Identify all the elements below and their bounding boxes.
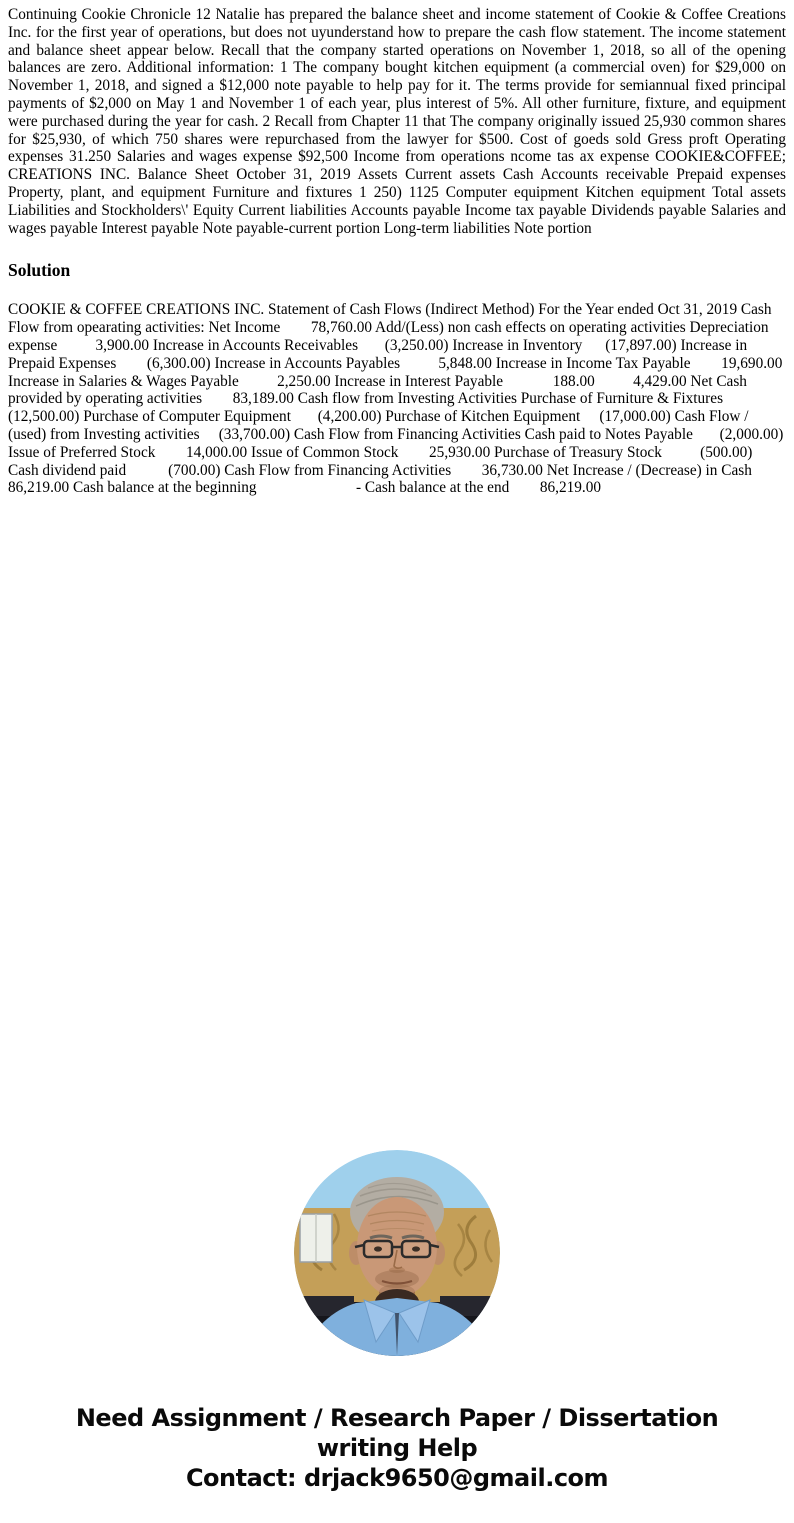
document-page [0,0,794,497]
tutor-avatar [294,1150,500,1356]
footer-contact-email: Contact: drjack9650@gmail.com [185,1464,609,1492]
solution-heading: Solution [8,260,71,281]
footer-help-line-1: Need Assignment / Research Paper / Dissertation [75,1404,719,1432]
avatar-eye [412,1246,420,1251]
tutor-headshot-illustration [294,1150,500,1356]
footer-help-line-2: writing Help [316,1434,478,1462]
question-text: Continuing Cookie Chronicle 12 Natalie has prepared the balance sheet and income statement of Cookie & Coffee Creations Inc. for the first year of operations, but does not uyunderstand how to prepare the cash flow statement. The income statement and balance sheet appear below. Recall that the company started operations on November 1, 2018, so all of the opening balances are zero. Additional information: 1 The company bought kitchen equipment (a commercial oven) for $29,000 on November 1, 2018, and signed a $12,000 note payable to help pay for it. The terms provide for semiannual fixed principal payments of $2,000 on May 1 and November 1 of each year, plus interest of 5%. All other furniture, fixture, and equipment were purchased during the year for cash. 2 Recall from Chapter 11 that The company originally issued 25,930 common shares for $25,930, of which 750 shares were repurchased from the lawyer for $500. Cost of goeds sold Gress proft Operating expenses 31.250 Salaries and wages expense $92,500 Income from operations ncome tas ax expense COOKIE&COFFEE; CREATIONS INC. Balance Sheet October 31, 2019 Assets Current assets Cash Accounts receivable Prepaid expenses Property, plant, and equipment Furniture and fixtures 1 250) 1125 Computer equipment Kitchen equipment Total assets Liabilities and Stockholders\' Equity Current liabilities Accounts payable Income tax payable Dividends payable Salaries and wages payable Interest payable Note payable-current portion Long-term liabilities Note portion [8,6,786,237]
solution-text: COOKIE & COFFEE CREATIONS INC. Statement of Cash Flows (Indirect Method) For the Year ended Oct 31, 2019 Cash Flow from opearating activities: Net Income 78,760.00 Add/(Less) non cash effects on operating activities Depreciation expense 3,900.00 Increase in Accounts Receivables (3,250.00) Increase in Inventory (17,897.00) Increase in Prepaid Expenses (6,300.00) Increase in Accounts Payables 5,848.00 Increase in Income Tax Payable 19,690.00 Increase in Salaries & Wages Payable 2,250.00 Increase in Interest Payable 188.00 4,429.00 Net Cash provided by operating activities 83,189.00 Cash flow from Investing Activities Purchase of Furniture & Fixtures (12,500.00) Purchase of Computer Equipment (4,200.00) Purchase of Kitchen Equipment (17,000.00) Cash Flow / (used) from Investing activities (33,700.00) Cash Flow from Financing Activities Cash paid to Notes Payable (2,000.00) Issue of Preferred Stock 14,000.00 Issue of Common Stock 25,930.00 Purchase of Treasury Stock (500.00) Cash dividend paid (700.00) Cash Flow from Financing Activities 36,730.00 Net Increase / (Decrease) in Cash 86,219.00 Cash balance at the beginning - Cash balance at the end 86,219.00 [8,301,788,497]
footer-promo [0,1403,794,1493]
avatar-eye [374,1246,382,1251]
